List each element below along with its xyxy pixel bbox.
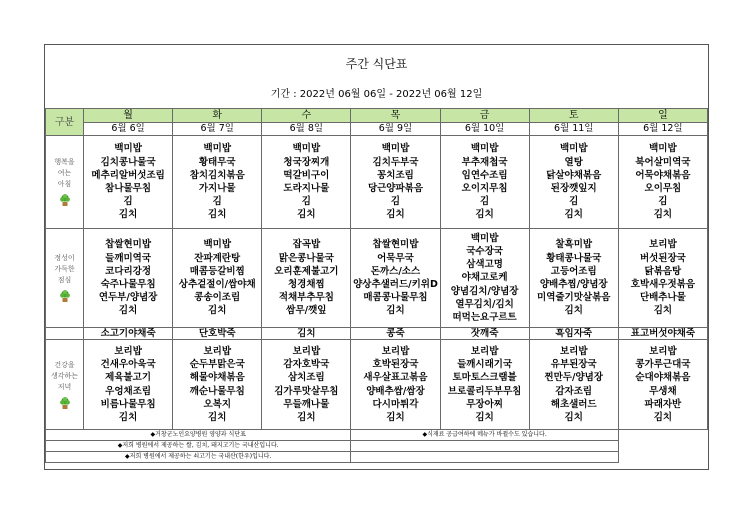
menu-item: 코다리강정	[105, 265, 152, 277]
menu-item: 감자조림	[555, 385, 593, 397]
menu-cell	[84, 229, 173, 328]
menu-item: 양배추쌈/쌈장	[366, 385, 425, 397]
snack-cell: 잣깨죽	[440, 328, 529, 340]
menu-item: 김치	[564, 305, 583, 317]
menu-item: 백미밥	[649, 143, 677, 155]
menu-item: 잔파계란탕	[194, 252, 241, 264]
menu-item: 김치	[653, 209, 673, 221]
menu-item: 김치콩나물국	[100, 156, 156, 168]
menu-item: 김치	[653, 411, 673, 423]
menu-item: 매콤콩나물무침	[363, 292, 428, 304]
meal-label	[46, 136, 84, 229]
menu-item: 고등어조림	[550, 265, 597, 277]
menu-item: 해초샐러드	[550, 398, 597, 410]
meal-label-line: 생각하는	[50, 371, 79, 380]
menu-cell	[351, 136, 440, 229]
menu-item: 김치	[118, 411, 138, 423]
period-text: 기간 : 2022년 06월 06일 - 2022년 06월 12일	[270, 89, 483, 100]
meal-row	[46, 340, 708, 430]
menu-item: 김치	[118, 305, 138, 317]
page-title: 주간 식단표	[345, 57, 408, 71]
menu-item: 황태콩나물국	[546, 252, 602, 264]
menu-cell	[262, 229, 351, 328]
notes-row	[46, 430, 708, 441]
menu-item: 김치	[564, 209, 583, 221]
day-header: 토	[529, 109, 618, 123]
menu-item: 호박새우젓볶음	[630, 279, 696, 290]
meal-label-line: 저녁	[57, 382, 72, 391]
date-cell: 6월 12일	[618, 123, 707, 136]
menu-cell	[351, 229, 440, 328]
menu-cell	[440, 340, 529, 430]
menu-item: 김치	[386, 305, 405, 317]
menu-item: 순두부맑은국	[189, 359, 245, 371]
menu-item: 백미밥	[292, 143, 321, 155]
menu-item: 보리밥	[649, 345, 677, 357]
menu-item: 임연수조림	[461, 169, 508, 181]
menu-item: 김치	[297, 411, 316, 423]
menu-item: 양배추찜/양념장	[539, 279, 608, 290]
menu-item: 당근양파볶음	[367, 183, 424, 194]
menu-cell	[84, 340, 173, 430]
menu-item: 꽁치조림	[377, 169, 414, 181]
menu-item: 백미밥	[203, 143, 231, 155]
menu-item: 감자호박국	[283, 359, 330, 371]
menu-cell	[440, 229, 529, 328]
menu-item: 김	[390, 196, 401, 208]
date-cell: 6월 10일	[440, 123, 529, 136]
menu-item: 유부된장국	[550, 359, 597, 371]
menu-item: 돈까스/소스	[370, 265, 421, 277]
date-cell: 6월 8일	[262, 123, 351, 136]
menu-item: 백미밥	[381, 143, 410, 155]
menu-item: 김가루맛살무침	[274, 385, 339, 397]
menu-item: 찹쌀현미밥	[372, 239, 419, 251]
date-cell: 6월 6일	[84, 123, 173, 136]
menu-item: 보리밥	[203, 345, 231, 357]
menu-item: 상추겉절이/쌈야채	[178, 279, 256, 290]
menu-cell	[440, 136, 529, 229]
day-header: 일	[618, 109, 707, 123]
menu-item: 적채부추무침	[278, 292, 334, 304]
snack-cell: 김치	[262, 328, 351, 340]
snack-row	[46, 328, 708, 340]
menu-cell	[84, 136, 173, 229]
menu-item: 버섯된장국	[639, 252, 686, 264]
menu-item: 청경채찜	[288, 279, 325, 290]
menu-item: 어묵야채볶음	[635, 169, 691, 181]
menu-cell	[529, 136, 618, 229]
menu-item: 김치	[118, 209, 138, 221]
date-row	[46, 123, 708, 136]
menu-item: 참나물무침	[105, 183, 152, 194]
meal-label-line: 건강을	[54, 360, 75, 369]
snack-cell: 흑임자죽	[529, 328, 618, 340]
note-empty-cell	[351, 452, 618, 463]
menu-item: 김	[123, 196, 133, 208]
menu-item: 백미밥	[470, 143, 499, 155]
menu-item: 김치	[475, 411, 494, 423]
meal-row	[46, 229, 708, 328]
meal-row	[46, 136, 708, 229]
menu-cell	[262, 340, 351, 430]
menu-item: 단배추나물	[639, 292, 686, 304]
menu-item: 연두부/양념장	[98, 292, 158, 304]
menu-item: 제육불고기	[105, 372, 152, 384]
menu-item: 열무김치/김치	[455, 298, 514, 310]
menu-cell	[173, 136, 262, 229]
menu-item: 된장깻잎지	[550, 183, 597, 194]
menu-item: 새우살표고볶음	[363, 372, 428, 384]
menu-item: 양상추샐러드/키위D	[353, 279, 438, 290]
snack-label-cell	[46, 328, 84, 340]
menu-item: 떡갈비구이	[283, 169, 330, 181]
menu-cell	[618, 136, 707, 229]
menu-item: 쌈무/깻잎	[286, 305, 327, 317]
menu-item: 보리밥	[470, 345, 499, 357]
menu-item: 김치	[208, 411, 227, 423]
weekly-menu-table	[45, 108, 708, 463]
menu-cell	[529, 229, 618, 328]
menu-item: 찰흑미밥	[555, 239, 593, 251]
menu-item: 김치	[208, 305, 227, 317]
menu-item: 김치두부국	[372, 156, 419, 168]
menu-item: 무생채	[649, 385, 677, 397]
meal-label-line: 가득한	[54, 265, 75, 273]
menu-item: 들깨미역국	[105, 252, 152, 264]
day-header-row	[46, 109, 708, 123]
menu-item: 참치김치볶음	[189, 169, 245, 181]
meal-label	[46, 340, 84, 430]
snack-cell: 소고기야채죽	[84, 328, 173, 340]
meal-label-line: 점심	[57, 276, 72, 284]
menu-item: 열탕	[564, 156, 583, 168]
snack-cell: 콩죽	[351, 328, 440, 340]
menu-item: 김	[480, 196, 490, 208]
menu-item: 매콤등갈비찜	[189, 265, 245, 277]
notes-row	[46, 441, 708, 452]
menu-item: 오복지	[203, 398, 231, 410]
menu-item: 찹쌀현미밥	[105, 239, 152, 251]
menu-item: 부추재첩국	[461, 156, 508, 168]
menu-item: 북어살미역국	[635, 156, 691, 168]
menu-item: 무들깨나물	[283, 398, 330, 410]
menu-item: 김치	[297, 209, 316, 221]
menu-item: 황태무국	[198, 156, 236, 168]
day-header: 월	[84, 109, 173, 123]
date-cell: 6월 9일	[351, 123, 440, 136]
potted-plant-icon	[58, 193, 72, 207]
meal-label	[46, 229, 84, 328]
note-text: ◆저희 병원에서 제공하는 쇠고기는 국내산(한우)입니다.	[46, 452, 351, 463]
note-empty-cell	[351, 441, 618, 452]
menu-item: 맑은콩나물국	[278, 252, 334, 264]
menu-item: 야채고로케	[461, 272, 508, 284]
meal-label-line: 여는	[57, 169, 72, 177]
menu-item: 호박된장국	[372, 359, 419, 371]
menu-item: 도라지나물	[283, 183, 330, 194]
menu-item: 보리밥	[559, 345, 588, 357]
menu-item: 오이지무침	[461, 183, 508, 194]
menu-item: 백미밥	[470, 232, 499, 244]
menu-item: 보리밥	[292, 345, 321, 357]
menu-item: 파래자반	[644, 398, 682, 410]
notes-row	[46, 452, 708, 463]
menu-item: 콩송이조림	[194, 292, 241, 304]
gubun-header: 구분	[46, 109, 84, 136]
note-text: ◆거창군노인요양병원 영양과 식단표	[46, 430, 351, 441]
menu-item: 토마토스크램블	[452, 372, 517, 384]
menu-item: 다시마튀각	[372, 398, 419, 410]
menu-frame	[44, 44, 709, 470]
menu-item: 국수장국	[466, 245, 503, 257]
date-cell: 6월 11일	[529, 123, 618, 136]
menu-item: 보리밥	[114, 345, 142, 357]
menu-cell	[173, 340, 262, 430]
menu-item: 삼색고명	[466, 259, 503, 271]
snack-cell: 표고버섯야채죽	[618, 328, 707, 340]
menu-item: 가지나물	[198, 183, 236, 194]
menu-cell	[173, 229, 262, 328]
day-header: 금	[440, 109, 529, 123]
menu-item: 김치	[475, 209, 494, 221]
meal-label-line: 아침	[57, 180, 72, 188]
day-header: 목	[351, 109, 440, 123]
day-header: 수	[262, 109, 351, 123]
menu-item: 찐만두/양념장	[544, 372, 603, 384]
menu-item: 청국장찌개	[283, 156, 330, 168]
menu-item: 김	[301, 196, 311, 208]
menu-item: 백미밥	[203, 239, 231, 251]
menu-item: 김	[658, 196, 668, 208]
menu-item: 닭볶음탕	[644, 265, 682, 277]
menu-item: 브로콜리두부무침	[447, 385, 522, 397]
snack-cell: 단호박죽	[173, 328, 262, 340]
menu-item: 비름나물무침	[100, 398, 156, 410]
menu-item: 김치	[208, 209, 227, 221]
menu-item: 양념김치/양념장	[450, 285, 519, 297]
menu-cell	[351, 340, 440, 430]
menu-item: 오리훈제불고기	[274, 265, 339, 277]
meal-label-line: 행복을	[54, 158, 75, 166]
potted-plant-icon	[58, 396, 72, 410]
menu-item: 들깨시래기국	[457, 359, 513, 371]
menu-item: 김치	[386, 209, 405, 221]
menu-item: 건새우아욱국	[100, 359, 156, 371]
menu-item: 우엉채조림	[105, 385, 152, 397]
menu-item: 닭살야채볶음	[546, 169, 602, 181]
menu-item: 미역줄기맛살볶음	[537, 292, 611, 304]
menu-cell	[618, 340, 707, 430]
menu-item: 김치	[653, 305, 673, 317]
menu-item: 순대야채볶음	[635, 372, 691, 384]
menu-item: 보리밥	[649, 239, 677, 251]
menu-item: 어묵무국	[377, 252, 414, 264]
meal-label-line: 정성이	[54, 254, 75, 262]
note-text: ◆식재료 공급여하에 메뉴가 바뀔수도 있습니다.	[351, 430, 618, 441]
menu-item: 보리밥	[381, 345, 410, 357]
menu-item: 김	[569, 196, 579, 208]
menu-item: 백미밥	[114, 143, 142, 155]
menu-item: 콩가루근대국	[635, 359, 691, 371]
menu-item: 오이무침	[644, 183, 682, 194]
menu-item: 백미밥	[559, 143, 588, 155]
menu-item: 무장아찌	[466, 398, 503, 410]
menu-cell	[529, 340, 618, 430]
menu-cell	[262, 136, 351, 229]
menu-item: 김치	[564, 411, 583, 423]
menu-item: 깨순나물무침	[189, 385, 245, 397]
potted-plant-icon	[58, 289, 72, 303]
menu-item: 김	[212, 196, 222, 208]
menu-cell	[618, 229, 707, 328]
menu-item: 떠먹는요구르트	[452, 312, 517, 323]
note-text: ◆저희 병원에서 제공하는 쌀, 김치, 돼지고기는 국내산입니다.	[46, 441, 351, 452]
date-cell: 6월 7일	[173, 123, 262, 136]
menu-item: 숙주나물무침	[100, 279, 156, 290]
menu-item: 해물야채볶음	[189, 372, 245, 384]
menu-item: 잡곡밥	[292, 239, 321, 251]
menu-item: 메추리알버섯조림	[91, 169, 165, 181]
day-header: 화	[173, 109, 262, 123]
menu-item: 김치	[386, 411, 405, 423]
menu-item: 삼치조림	[288, 372, 325, 384]
